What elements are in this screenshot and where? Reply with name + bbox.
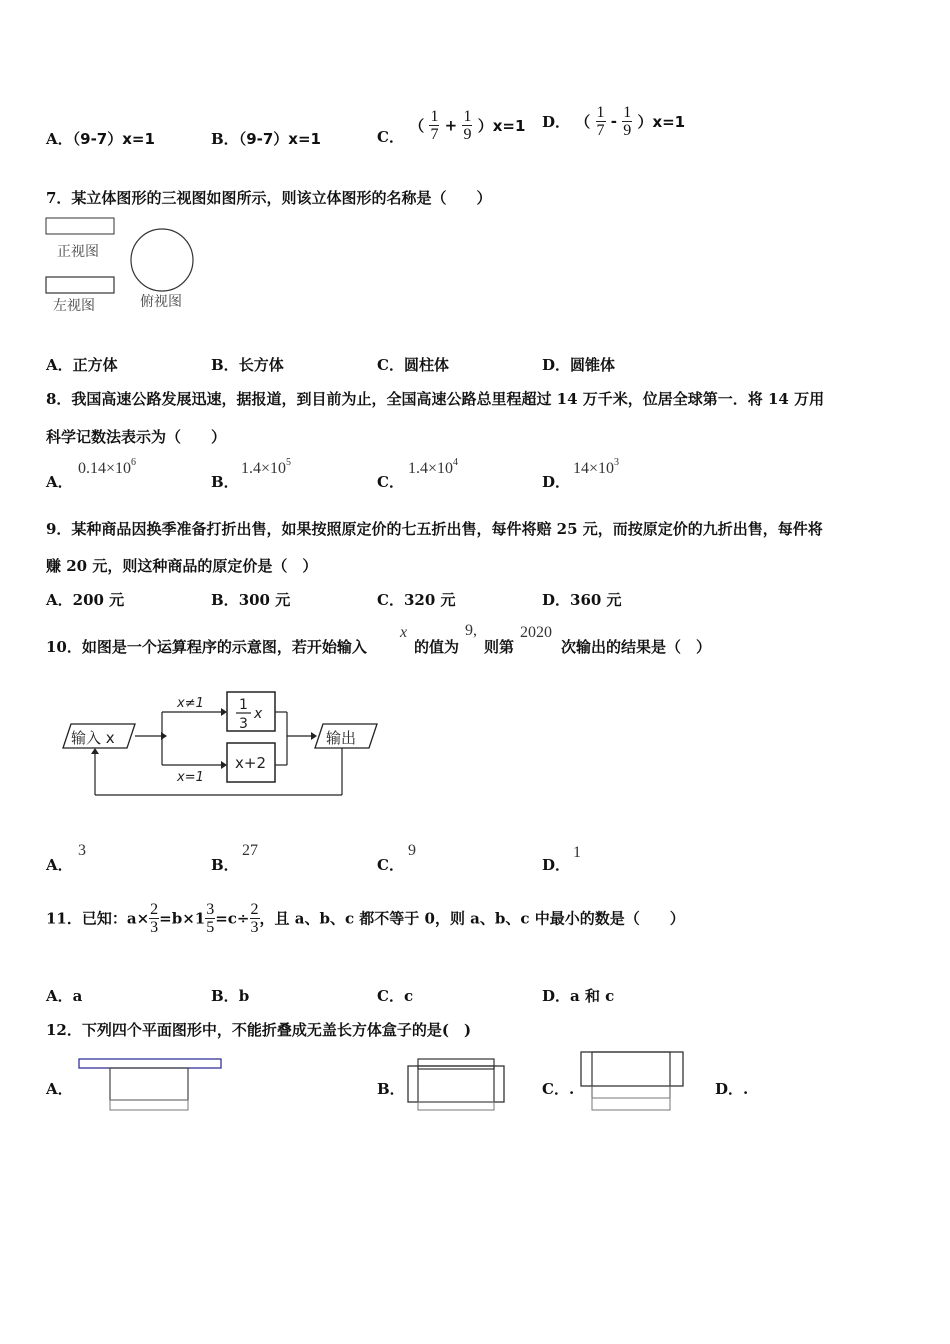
net-b-middle — [408, 1066, 504, 1102]
q9-option-b[interactable] — [211, 589, 290, 610]
q8-stem-line2: 科学记数法表示为（ ） — [46, 428, 227, 446]
q12-option-a-net — [76, 1056, 226, 1114]
flow-frac-den: 3 — [239, 716, 248, 732]
q10-stem-p1: 10．如图是一个运算程序的示意图，若开始输入 — [46, 638, 367, 656]
exponent: 3 — [614, 457, 620, 468]
flow-arrow-head-top — [221, 708, 227, 716]
net-b-bottom — [418, 1102, 494, 1110]
q9-option-c[interactable] — [377, 589, 456, 610]
q7-d-text: 圆锥体 — [570, 356, 616, 374]
q6-d-close: ）x=1 — [637, 113, 686, 131]
q10-stem-val: 9, — [465, 622, 477, 639]
q6-c-fraction-1 — [429, 108, 439, 143]
q6-d-open: （ — [575, 113, 591, 131]
q9-option-a[interactable] — [46, 589, 124, 610]
net-b-top — [418, 1059, 494, 1069]
net-c-outer — [581, 1052, 683, 1086]
q9-c-label: C． — [377, 591, 404, 609]
flow-loop-arrow-head — [91, 748, 99, 754]
q10-stem-n: 2020 — [520, 624, 552, 641]
q11-a-text: a — [72, 987, 83, 1005]
q6-c-op: + — [444, 116, 458, 135]
q10-stem-p3: 则第 — [484, 638, 515, 656]
denominator: 9 — [623, 122, 632, 139]
q11-option-d[interactable] — [542, 985, 614, 1006]
numerator: 2 — [250, 901, 259, 918]
front-view-rect — [46, 218, 114, 234]
net-c-bottom — [592, 1098, 670, 1110]
q7-d-label: D． — [542, 356, 571, 374]
q9-stem-line1: 9．某种商品因换季准备打折出售，如果按照原定价的七五折出售，每件将赔 25 元，而按原定价的九折出售，每件将 — [46, 520, 823, 538]
q8-option-c-label[interactable]: C． — [377, 473, 404, 491]
q7-option-a[interactable] — [46, 354, 118, 375]
front-view-label: 正视图 — [57, 244, 99, 260]
numerator: 1 — [623, 104, 632, 121]
q6-b-label: B． — [211, 130, 239, 148]
q8-option-c-value — [408, 457, 459, 478]
base: 1.4×10 — [241, 460, 287, 477]
q10-option-c-value: 9 — [408, 842, 416, 859]
denominator: 7 — [596, 122, 605, 139]
q11-fraction-2 — [205, 901, 215, 936]
q6-d-op: - — [610, 112, 617, 131]
q12-option-b-label[interactable]: B． — [377, 1080, 405, 1098]
q11-stem — [46, 901, 685, 936]
q11-d-label: D． — [542, 987, 571, 1005]
q8-option-b-value — [241, 457, 292, 478]
q6-option-c[interactable] — [377, 104, 525, 147]
q7-b-label: B． — [211, 356, 239, 374]
top-view-label: 俯视图 — [140, 294, 182, 310]
q7-option-b[interactable] — [211, 354, 284, 375]
q9-b-text: 300 元 — [238, 591, 291, 609]
q9-d-text: 360 元 — [570, 591, 622, 609]
q6-d-fraction-2 — [622, 104, 632, 139]
q7-option-c[interactable] — [377, 354, 449, 375]
flow-arrow-head-bottom — [221, 761, 227, 769]
q7-stem: 7．某立体图形的三视图如图所示，则该立体图形的名称是（ ） — [46, 189, 492, 207]
q7-a-label: A． — [46, 356, 73, 374]
net-a-bottom — [110, 1100, 188, 1110]
q6-c-open: （ — [409, 117, 425, 135]
q6-option-d[interactable] — [542, 104, 685, 139]
q10-option-d-value: 1 — [573, 844, 581, 861]
base: 0.14×10 — [78, 460, 132, 477]
q9-d-label: D． — [542, 591, 571, 609]
top-view-circle — [131, 229, 193, 291]
net-a-base — [110, 1068, 188, 1100]
q12-option-b-net — [404, 1056, 508, 1114]
flow-box2-label: x+2 — [235, 754, 266, 772]
q11-option-b[interactable] — [211, 985, 249, 1006]
q10-stem-p2: 的值为 — [414, 638, 460, 656]
q10-stem-x: x — [400, 624, 408, 641]
net-c-side — [592, 1086, 670, 1098]
exponent: 4 — [453, 457, 459, 468]
q9-stem-line2: 赚 20 元，则这种商品的原定价是（ ） — [46, 557, 318, 575]
q11-option-a[interactable] — [46, 985, 82, 1006]
q8-option-d-value — [573, 457, 620, 478]
q11-option-c[interactable] — [377, 985, 413, 1006]
net-a-strip — [79, 1059, 221, 1068]
net-c-base — [592, 1052, 670, 1086]
flow-frac-x: x — [254, 706, 263, 722]
q7-a-text: 正方体 — [72, 356, 118, 374]
base: 1.4×10 — [408, 460, 454, 477]
q11-b-text: b — [238, 987, 250, 1005]
q11-stem-p2: =b×1 — [159, 909, 206, 928]
q8-option-a-label[interactable]: A． — [46, 473, 73, 491]
q10-option-a-value: 3 — [78, 842, 86, 859]
q8-option-a-value — [78, 457, 137, 478]
denominator: 5 — [206, 919, 215, 936]
flow-cond-ne: x≠1 — [177, 696, 204, 711]
q6-option-a[interactable] — [46, 128, 155, 149]
q10-option-b-label[interactable]: B． — [211, 856, 239, 874]
q9-c-text: 320 元 — [403, 591, 456, 609]
numerator: 3 — [206, 901, 215, 918]
q11-fraction-3 — [250, 901, 260, 936]
q6-a-label: A． — [46, 130, 73, 148]
denominator: 9 — [463, 126, 472, 143]
flow-arrow-head-out — [311, 732, 317, 740]
q6-option-b[interactable] — [211, 128, 321, 149]
numerator: 1 — [430, 108, 439, 125]
q10-option-c-label[interactable]: C． — [377, 856, 404, 874]
q12-option-a-label[interactable]: A． — [46, 1080, 73, 1098]
q6-c-fraction-2 — [462, 108, 472, 143]
q11-c-text: c — [403, 987, 414, 1005]
flow-frac-num: 1 — [239, 697, 248, 713]
q10-option-d-label[interactable]: D． — [542, 856, 571, 874]
numerator: 1 — [596, 104, 605, 121]
q12-stem: 12．下列四个平面图形中，不能折叠成无盖长方体盒子的是( ) — [46, 1021, 472, 1039]
net-b-base — [418, 1066, 494, 1102]
numerator: 1 — [463, 108, 472, 125]
q6-d-label: D． — [542, 113, 571, 131]
flow-box-third — [227, 692, 275, 731]
q11-b-label: B． — [211, 987, 239, 1005]
q7-three-view-figure — [40, 212, 210, 317]
q11-stem-p3: =c÷ — [215, 909, 250, 928]
q7-c-text: 圆柱体 — [403, 356, 449, 374]
q7-c-label: C． — [377, 356, 404, 374]
denominator: 3 — [250, 919, 259, 936]
q12-option-c-net — [576, 1048, 688, 1114]
q10-flowchart — [55, 685, 385, 800]
exponent: 6 — [131, 457, 137, 468]
q11-stem-p1: 11．已知：a× — [46, 909, 150, 928]
q9-option-d[interactable] — [542, 589, 622, 610]
q6-c-label: C． — [377, 128, 404, 146]
exponent: 5 — [286, 457, 292, 468]
q8-option-d-label[interactable]: D． — [542, 473, 571, 491]
left-view-label: 左视图 — [53, 298, 95, 314]
q6-d-fraction-1 — [596, 104, 606, 139]
q6-a-text: （9-7）x=1 — [72, 130, 155, 148]
q11-fraction-1 — [149, 901, 159, 936]
q9-a-label: A． — [46, 591, 73, 609]
q6-b-text: （9-7）x=1 — [238, 130, 321, 148]
q7-b-text: 长方体 — [238, 356, 284, 374]
q8-option-b-label[interactable]: B． — [211, 473, 239, 491]
numerator: 2 — [150, 901, 159, 918]
q10-option-b-value: 27 — [242, 842, 258, 859]
q11-a-label: A． — [46, 987, 73, 1005]
q10-option-a-label[interactable]: A． — [46, 856, 73, 874]
left-view-rect — [46, 277, 114, 293]
base: 14×10 — [573, 460, 615, 477]
flow-output-label: 输出 — [326, 729, 357, 747]
flow-input-label: 输入 x — [71, 729, 115, 747]
q12-option-c-label[interactable]: C．. — [542, 1080, 575, 1098]
q10-stem-p4: 次输出的结果是（ ） — [561, 638, 712, 656]
q9-b-label: B． — [211, 591, 239, 609]
q11-stem-p4: ，且 a、b、c 都不等于 0，则 a、b、c 中最小的数是（ ） — [259, 909, 685, 928]
q7-option-d[interactable] — [542, 354, 615, 375]
q8-stem-line1: 8．我国高速公路发展迅速，据报道，到目前为止，全国高速公路总里程超过 14 万千米，位居全球第一．将 14 万用 — [46, 390, 825, 408]
q11-d-text: a 和 c — [570, 987, 615, 1005]
flow-cond-eq: x=1 — [177, 770, 204, 785]
q9-a-text: 200 元 — [72, 591, 125, 609]
q6-c-close: ）x=1 — [477, 117, 526, 135]
q11-c-label: C． — [377, 987, 404, 1005]
denominator: 7 — [430, 126, 439, 143]
denominator: 3 — [150, 919, 159, 936]
q12-option-d-label[interactable]: D．. — [715, 1080, 749, 1098]
